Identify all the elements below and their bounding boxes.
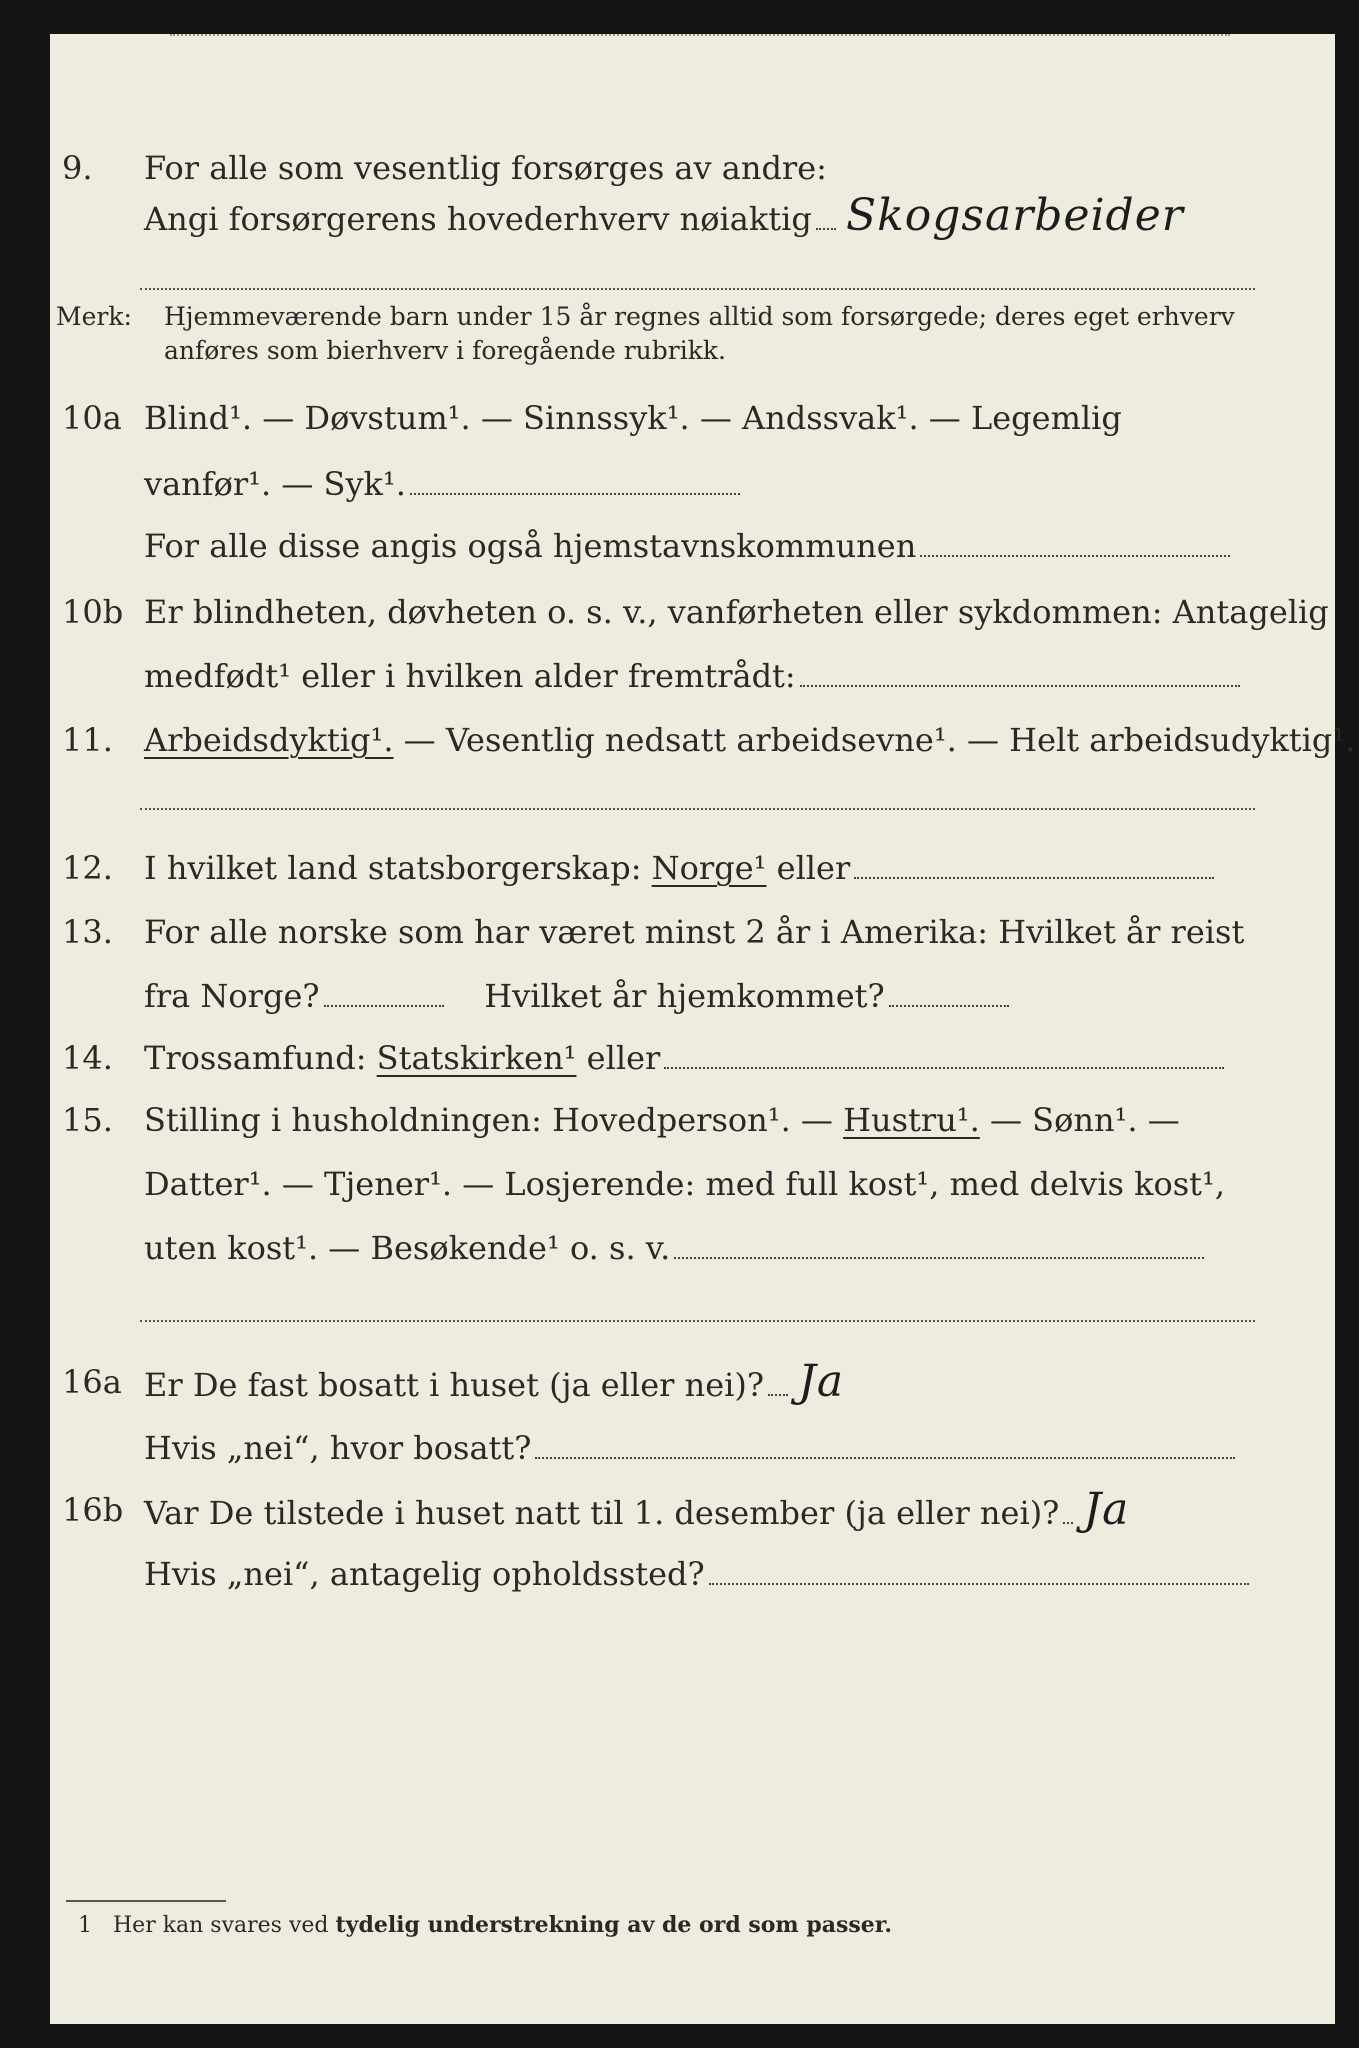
q16b-number: 16b — [62, 1491, 124, 1529]
q16a-number: 16a — [62, 1363, 122, 1401]
q10b-text-1: Er blindheten, døvheten o. s. v., vanførheten eller sykdommen: Antagelig — [144, 593, 1329, 631]
q12-selected-option[interactable]: Norge¹ — [651, 849, 767, 887]
q14-answer-line[interactable] — [664, 1041, 1224, 1069]
q15-answer-line[interactable] — [674, 1231, 1204, 1259]
q11-number: 11. — [62, 721, 113, 759]
q15-row3 — [50, 1226, 1335, 1270]
q13-text-2a: fra Norge? — [144, 977, 320, 1015]
q15-row1 — [50, 1098, 1335, 1142]
q12-number: 12. — [62, 849, 113, 887]
q15-text-1: Stilling i husholdningen: Hovedperson¹. — — [144, 1101, 833, 1139]
q15-post: — Sønn¹. — — [989, 1101, 1180, 1139]
q14-text: Trossamfund: — [144, 1039, 367, 1077]
q9-text-2: Angi forsørgerens hovederhverv nøiaktig — [144, 200, 812, 238]
q16a-row2 — [50, 1426, 1335, 1470]
q13-number: 13. — [62, 913, 113, 951]
q9-row1 — [50, 146, 1335, 190]
footnote-bold: tydelig understrekning av de ord som passer. — [335, 1912, 892, 1938]
q16b-answer-line[interactable] — [709, 1557, 1249, 1585]
q12-text: I hvilket land statsborgerskap: — [144, 849, 642, 887]
q11-answer-rule — [140, 806, 1255, 810]
q12-post: eller — [776, 849, 851, 887]
q16a-answer-line[interactable] — [535, 1431, 1235, 1459]
q9-text-1: For alle som vesentlig forsørges av andre: — [144, 149, 827, 187]
q10a-text-2: vanfør¹. — Syk¹. — [144, 465, 406, 503]
q11-selected-option[interactable]: Arbeidsdyktig¹. — [144, 721, 394, 759]
perforation-strip — [170, 34, 1230, 44]
footnote-rule — [66, 1900, 226, 1902]
q16a-text-1: Er De fast bosatt i huset (ja eller nei)? — [144, 1366, 765, 1404]
q13-row2 — [50, 974, 1335, 1018]
q16b-text-2: Hvis „nei“, antagelig opholdssted? — [144, 1555, 705, 1593]
q13-text-1: For alle norske som har været minst 2 år i Amerika: Hvilket år reist — [144, 913, 1245, 951]
q10b-answer-line[interactable] — [800, 659, 1240, 687]
q14-number: 14. — [62, 1039, 113, 1077]
q10a-row1 — [50, 396, 1335, 440]
footnote — [78, 1912, 892, 1938]
q16a-answer[interactable]: Ja — [798, 1356, 845, 1407]
q10b-row1 — [50, 590, 1335, 634]
q16b-row2 — [50, 1552, 1335, 1596]
q10a-text-3: For alle disse angis også hjemstavnskommunen — [144, 527, 917, 565]
q15-selected-option[interactable]: Hustru¹. — [843, 1101, 980, 1139]
q10a-number: 10a — [62, 399, 122, 437]
q14-post: eller — [586, 1039, 661, 1077]
q9-answer[interactable]: Skogsarbeider — [845, 190, 1184, 241]
q10a-row2 — [50, 462, 1335, 506]
merk-text: Hjemmeværende barn under 15 år regnes alltid som forsørgede; deres eget erhverv anføres som bierhverv i foregående rubrikk. — [164, 302, 1235, 365]
footnote-text: Her kan svares ved — [112, 1913, 329, 1938]
census-form-page — [50, 34, 1356, 2024]
q15-row2 — [50, 1162, 1335, 1206]
q16a-row1 — [50, 1356, 1335, 1407]
q11-row — [50, 718, 1356, 762]
q13-answer-line-1[interactable] — [324, 979, 444, 1007]
q12-row — [50, 846, 1335, 890]
q14-selected-option[interactable]: Statskirken¹ — [376, 1039, 577, 1077]
footnote-mark: 1 — [78, 1913, 92, 1938]
q13-row1 — [50, 910, 1335, 954]
q16a-text-2: Hvis „nei“, hvor bosatt? — [144, 1429, 532, 1467]
q9-number: 9. — [62, 149, 93, 187]
q15-answer-rule — [140, 1318, 1255, 1322]
merk-label: Merk: — [56, 302, 132, 331]
q10a-answer-line-2[interactable] — [920, 529, 1230, 557]
q15-number: 15. — [62, 1101, 113, 1139]
q9-answer-rule — [140, 286, 1255, 290]
q10b-number: 10b — [62, 593, 124, 631]
q13-text-2b: Hvilket år hjemkommet? — [484, 977, 885, 1015]
q10a-text-1: Blind¹. — Døvstum¹. — Sinnssyk¹. — Andssvak¹. — Legemlig — [144, 399, 1122, 437]
q15-text-3: uten kost¹. — Besøkende¹ o. s. v. — [144, 1229, 671, 1267]
q16b-text-1: Var De tilstede i huset natt til 1. desember (ja eller nei)? — [144, 1494, 1060, 1532]
q11-text: — Vesentlig nedsatt arbeidsevne¹. — Helt arbeidsudyktig¹. — [403, 721, 1356, 759]
q14-row — [50, 1036, 1335, 1080]
q10b-text-2: medfødt¹ eller i hvilken alder fremtrådt: — [144, 657, 796, 695]
q12-answer-line[interactable] — [854, 851, 1214, 879]
q10a-row3 — [50, 524, 1335, 568]
q13-answer-line-2[interactable] — [889, 979, 1009, 1007]
q16b-row1 — [50, 1484, 1335, 1535]
q15-text-2: Datter¹. — Tjener¹. — Losjerende: med full kost¹, med delvis kost¹, — [144, 1165, 1226, 1203]
q10a-answer-line-1[interactable] — [410, 467, 740, 495]
q16b-answer[interactable]: Ja — [1083, 1484, 1130, 1535]
q10b-row2 — [50, 654, 1335, 698]
q9-row2 — [50, 190, 1335, 241]
